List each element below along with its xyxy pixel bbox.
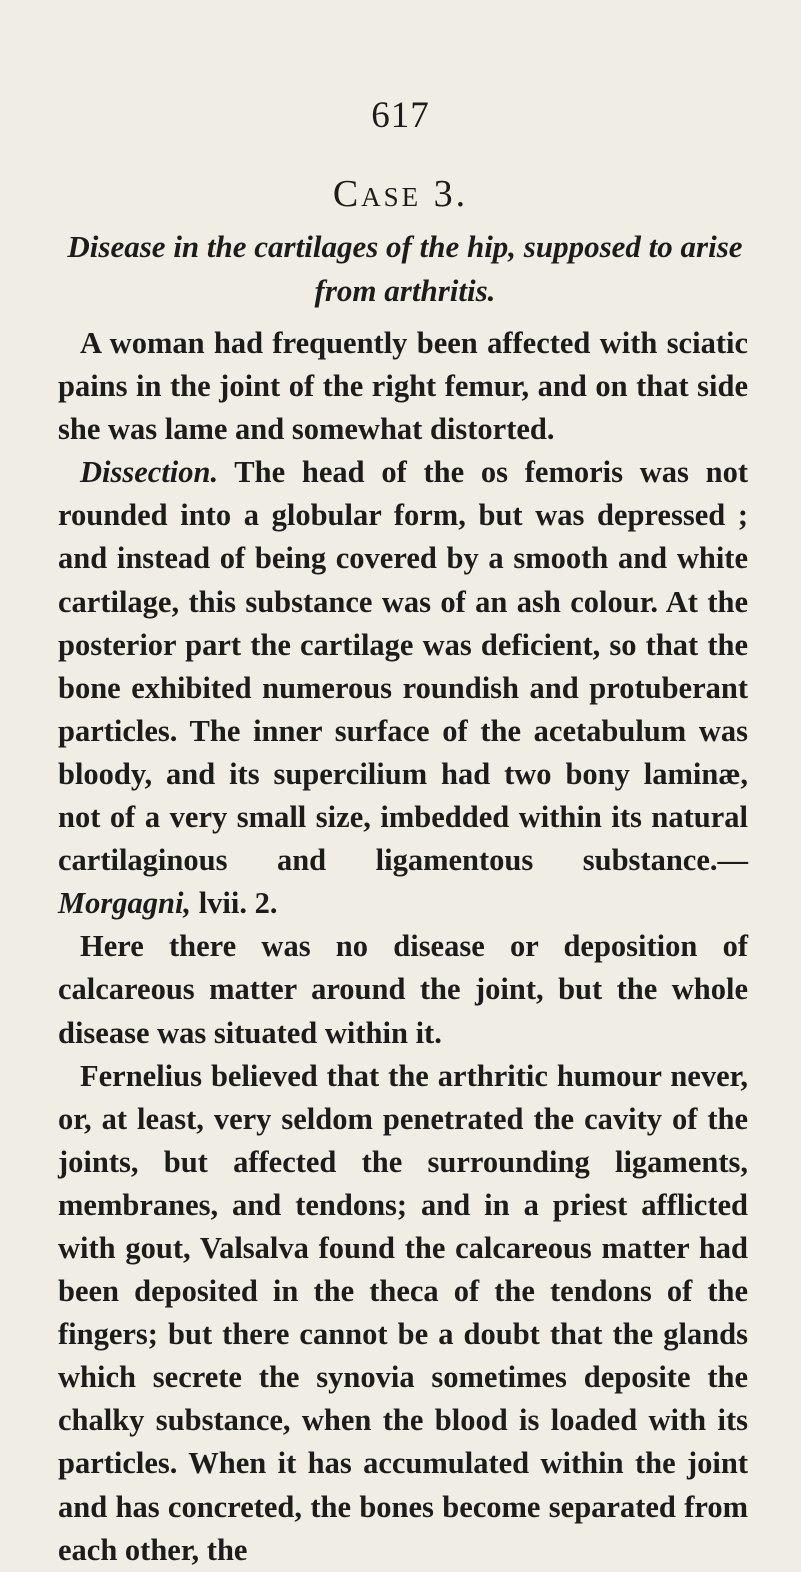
paragraph-3 [58, 925, 748, 1054]
paragraph-3-text: Here there was no disease or deposition of calcareous matter around the joint, but the whole disease was situated within it. [58, 929, 748, 1050]
paragraph-1 [58, 322, 748, 451]
paragraph-4 [58, 1055, 748, 1572]
paragraph-1-text: A woman had frequently been affected with sciatic pains in the joint of the right femur, and on that side she was lame and somewhat distorted. [58, 326, 748, 447]
paragraph-2-text: The head of the os femoris was not rounded into a globular form, but was depressed ; and instead of being covered by a smooth and white cartilage, this substance was of an ash colour. At the posterior part the cartilage was deficient, so that the bone exhibited numerous roundish and protuberant particles. The inner surface of the acetabulum was bloody, and its supercilium had two bony laminæ, not of a very small size, imbedded within its natural cartilaginous and ligamentous substance.— [58, 455, 748, 878]
page-number: 617 [371, 95, 430, 136]
dissection-label: Dissection. [80, 455, 219, 490]
body-text [58, 322, 748, 1572]
citation-reference: lvii. 2. [191, 886, 278, 921]
citation-author: Morgagni, [58, 886, 192, 921]
case-heading: Case 3. [332, 173, 469, 215]
paragraph-4-text: Fernelius believed that the arthritic humour never, or, at least, very seldom penetrated the cavity of the joints, but affected the surrounding ligaments, membranes, and tendons; and in a priest afflicted with gout, Valsalva found the calcareous matter had been deposited in the theca of the tendons of the fingers; but there cannot be a doubt that the glands which secrete the synovia sometimes deposite the chalky substance, when the blood is loaded with its particles. When it has accumulated within the joint and has concreted, the bones become separated from each other, the [58, 1058, 748, 1567]
case-subtitle: Disease in the cartilages of the hip, supposed to arise from arthritis. [67, 229, 743, 308]
paragraph-2 [58, 451, 748, 925]
